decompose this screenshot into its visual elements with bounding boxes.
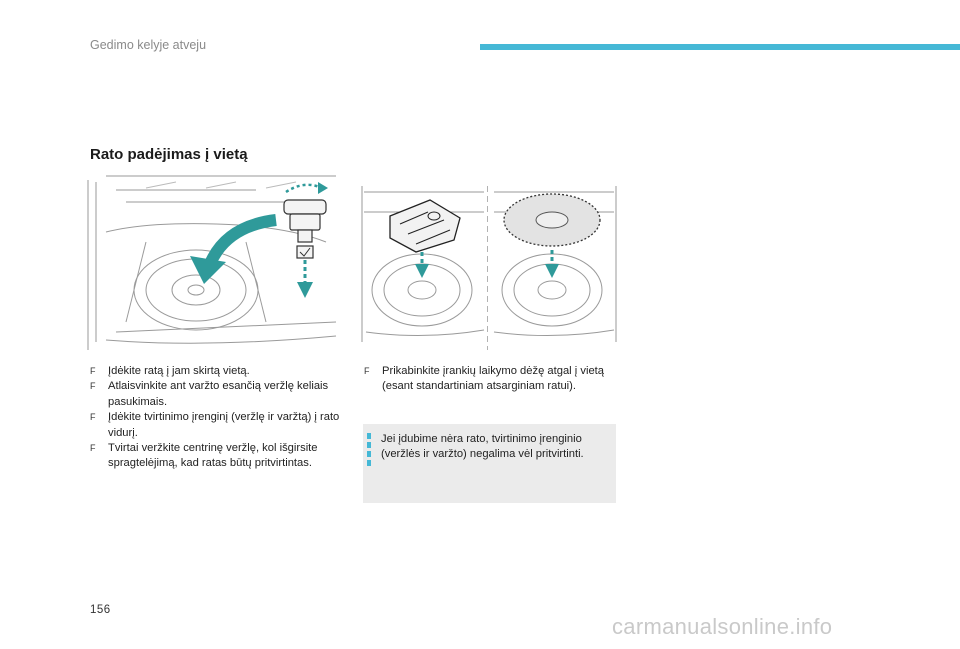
list-item — [364, 364, 608, 395]
list-item — [90, 410, 346, 441]
left-steps-list — [90, 364, 346, 472]
right-steps-list — [364, 364, 608, 395]
step-text: Įdėkite ratą į jam skirtą vietą. — [108, 365, 250, 377]
info-marker-icon — [367, 433, 371, 469]
list-item — [90, 364, 346, 379]
spare-wheel-illustration-1 — [86, 172, 342, 350]
step-text: Tvirtai veržkite centrinę veržlę, kol išgirsite spragtelėjimą, kad ratas būtų pritvirtintas. — [108, 442, 318, 470]
page-number: 156 — [90, 604, 111, 616]
chapter-title: Gedimo kelyje atveju — [90, 38, 207, 52]
bullet-icon: F — [90, 412, 96, 423]
bullet-icon: F — [90, 443, 96, 454]
step-text: Atlaisvinkite ant varžto esančią veržlę keliais pasukimais. — [108, 380, 329, 408]
cover-illustration — [490, 172, 618, 350]
toolbox-illustration — [360, 172, 488, 350]
info-note-box — [363, 424, 616, 503]
section-title: Rato padėjimas į vietą — [90, 146, 248, 163]
step-text: Prikabinkite įrankių laikymo dėžę atgal į vietą (esant standartiniam atsarginiam ratui). — [382, 365, 604, 393]
list-item — [90, 441, 346, 472]
info-note-text: Jei įdubime nėra rato, tvirtinimo įrenginio (veržlės ir varžto) negalima vėl pritvirtinti. — [381, 433, 584, 461]
step-text: Įdėkite tvirtinimo įrenginį (veržlę ir varžtą) į rato vidurį. — [108, 411, 340, 439]
chapter-accent-bar — [480, 44, 960, 50]
bullet-icon: F — [90, 381, 96, 392]
bullet-icon: F — [90, 366, 96, 376]
bullet-icon: F — [364, 366, 370, 376]
list-item — [90, 379, 346, 410]
watermark: carmanualsonline.info — [612, 614, 833, 639]
